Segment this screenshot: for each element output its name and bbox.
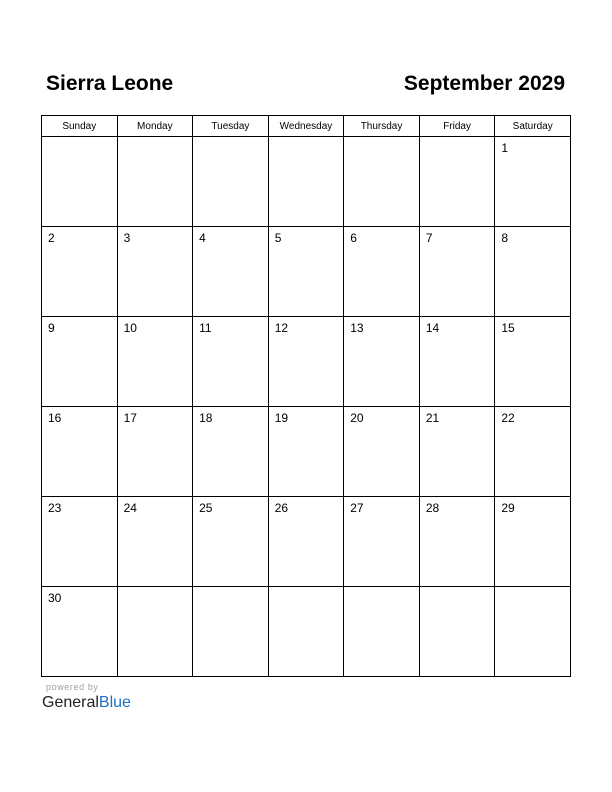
day-number: 13 xyxy=(350,321,364,335)
day-cell xyxy=(42,137,118,227)
day-number: 28 xyxy=(425,501,440,515)
day-number: 1 xyxy=(501,141,509,155)
day-number: 30 xyxy=(48,591,62,605)
day-cell xyxy=(117,497,193,587)
day-cell xyxy=(193,587,269,677)
day-number xyxy=(344,587,419,591)
day-number: 7 xyxy=(425,231,433,245)
weekday-monday: Monday xyxy=(117,116,193,137)
weekday-saturday: Saturday xyxy=(495,116,571,137)
day-cell xyxy=(42,587,118,677)
day-number: 29 xyxy=(501,501,515,515)
day-cell xyxy=(495,137,571,227)
day-number xyxy=(193,587,268,591)
day-number xyxy=(269,137,344,141)
day-number: 10 xyxy=(123,321,137,335)
day-number: 8 xyxy=(501,231,509,245)
day-cell xyxy=(193,317,269,407)
day-number xyxy=(118,587,193,591)
day-cell xyxy=(419,497,495,587)
day-number xyxy=(420,587,495,591)
day-number: 25 xyxy=(199,501,213,515)
day-cell xyxy=(268,497,344,587)
day-number: 15 xyxy=(501,321,515,335)
day-cell xyxy=(419,227,495,317)
day-cell xyxy=(419,317,495,407)
day-number: 3 xyxy=(123,231,131,245)
day-cell xyxy=(117,407,193,497)
page-title-month: September 2029 xyxy=(403,72,565,95)
day-number: 14 xyxy=(425,321,440,335)
day-number: 26 xyxy=(274,501,289,515)
day-number xyxy=(193,137,268,141)
day-number xyxy=(269,587,344,591)
day-cell xyxy=(495,587,571,677)
day-cell xyxy=(495,317,571,407)
day-cell xyxy=(495,407,571,497)
day-number xyxy=(42,137,117,141)
day-number: 16 xyxy=(48,411,62,425)
week-row-4 xyxy=(42,407,571,497)
day-cell xyxy=(268,137,344,227)
day-cell xyxy=(42,407,118,497)
day-number: 5 xyxy=(274,231,282,245)
day-number: 6 xyxy=(350,231,357,245)
day-number: 4 xyxy=(199,231,206,245)
day-number xyxy=(118,137,193,141)
day-cell xyxy=(193,137,269,227)
day-cell xyxy=(268,227,344,317)
weekday-tuesday: Tuesday xyxy=(193,116,269,137)
day-cell xyxy=(117,137,193,227)
day-number: 20 xyxy=(350,411,364,425)
weekday-wednesday: Wednesday xyxy=(268,116,344,137)
day-cell xyxy=(42,317,118,407)
page-title-country: Sierra Leone xyxy=(46,72,174,95)
day-number: 23 xyxy=(48,501,62,515)
weekday-sunday: Sunday xyxy=(42,116,118,137)
brand-blue: Blue xyxy=(98,694,131,711)
day-number xyxy=(344,137,419,141)
day-number xyxy=(420,137,495,141)
day-cell xyxy=(268,407,344,497)
day-number: 12 xyxy=(274,321,289,335)
week-row-5 xyxy=(42,497,571,587)
week-row-2 xyxy=(42,227,571,317)
day-cell xyxy=(117,227,193,317)
day-cell xyxy=(344,407,420,497)
day-cell xyxy=(193,407,269,497)
week-row-6 xyxy=(42,587,571,677)
day-number: 11 xyxy=(199,321,212,335)
day-cell xyxy=(344,587,420,677)
day-number: 19 xyxy=(274,411,289,425)
week-row-1 xyxy=(42,137,571,227)
day-cell xyxy=(117,587,193,677)
week-row-3 xyxy=(42,317,571,407)
day-number: 27 xyxy=(350,501,364,515)
day-cell xyxy=(495,227,571,317)
day-number xyxy=(495,587,570,591)
powered-by-text: powered by xyxy=(46,682,99,692)
day-number: 2 xyxy=(48,231,55,245)
day-cell xyxy=(344,497,420,587)
day-cell xyxy=(42,497,118,587)
weekday-thursday: Thursday xyxy=(344,116,420,137)
day-cell xyxy=(268,587,344,677)
day-cell xyxy=(419,407,495,497)
day-cell xyxy=(344,317,420,407)
day-number: 21 xyxy=(425,411,440,425)
generalblue-logo[interactable] xyxy=(42,693,131,713)
weekday-header-row xyxy=(42,116,571,137)
day-cell xyxy=(344,227,420,317)
day-cell xyxy=(344,137,420,227)
day-cell xyxy=(419,137,495,227)
day-number: 9 xyxy=(48,321,55,335)
calendar-grid xyxy=(41,115,571,677)
brand-general: General xyxy=(42,694,99,711)
day-cell xyxy=(193,497,269,587)
weekday-friday: Friday xyxy=(419,116,495,137)
day-number: 18 xyxy=(199,411,213,425)
day-cell xyxy=(193,227,269,317)
day-number: 24 xyxy=(123,501,137,515)
day-cell xyxy=(495,497,571,587)
day-cell xyxy=(117,317,193,407)
day-cell xyxy=(268,317,344,407)
day-number: 22 xyxy=(501,411,515,425)
day-cell xyxy=(42,227,118,317)
day-number: 17 xyxy=(123,411,137,425)
day-cell xyxy=(419,587,495,677)
